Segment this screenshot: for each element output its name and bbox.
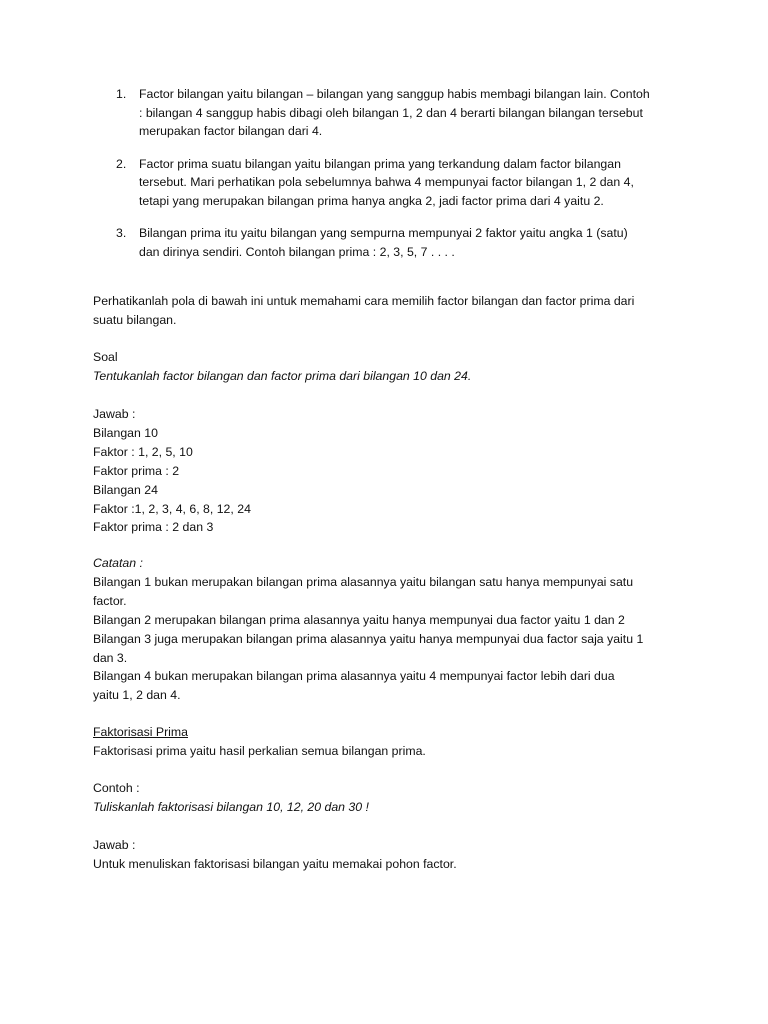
list-item-line: tetapi yang merupakan bilangan prima hanya angka 2, jadi factor prima dari 4 yaitu 2.: [139, 193, 604, 208]
catatan-line: Bilangan 4 bukan merupakan bilangan prima alasannya yaitu 4 mempunyai factor lebih dari dua: [93, 669, 615, 684]
contoh-heading: Contoh :: [93, 781, 140, 795]
list-number: 1.: [116, 87, 127, 101]
jawab-line: Faktor :1, 2, 3, 4, 6, 8, 12, 24: [93, 501, 251, 516]
jawab2-text: Untuk menuliskan faktorisasi bilangan yaitu memakai pohon factor.: [93, 856, 457, 871]
list-item: [0, 85, 679, 155]
jawab-line: Faktor prima : 2: [93, 463, 180, 478]
jawab-heading: Jawab :: [93, 407, 136, 421]
catatan-line: Bilangan 2 merupakan bilangan prima alasannya yaitu hanya mempunyai dua factor yaitu 1 dan 2: [93, 612, 625, 627]
faktorisasi-heading: Faktorisasi Prima: [93, 725, 188, 739]
list-item-line: tersebut. Mari perhatikan pola sebelumnya bahwa 4 mempunyai factor bilangan 1, 2 dan 4,: [139, 175, 634, 189]
contoh-section: [93, 779, 693, 817]
jawab2-section: [93, 836, 693, 874]
list-item-line: merupakan factor bilangan dari 4.: [139, 124, 323, 138]
catatan-line: Bilangan 3 juga merupakan bilangan prima alasannya yaitu hanya mempunyai dua factor saja yaitu 1: [93, 631, 644, 646]
list-item-line: : bilangan 4 sanggup habis dibagi oleh bilangan 1, 2 dan 4 berarti bilangan bilangan tersebut: [139, 105, 643, 120]
faktorisasi-section: [93, 723, 693, 761]
list-item-line: dan dirinya sendiri. Contoh bilangan prima : 2, 3, 5, 7 . . . .: [139, 244, 455, 259]
faktorisasi-definition: Faktorisasi prima yaitu hasil perkalian semua bilangan prima.: [93, 743, 426, 758]
intro-line: Perhatikanlah pola di bawah ini untuk memahami cara memilih factor bilangan dan factor prima dari: [93, 294, 635, 308]
jawab-line: Faktor : 1, 2, 5, 10: [93, 444, 193, 459]
catatan-line: dan 3.: [93, 650, 128, 665]
list-item-line: Factor bilangan yaitu bilangan – bilangan yang sanggup habis membagi bilangan lain. Contoh: [139, 87, 650, 101]
intro-line: suatu bilangan.: [93, 312, 177, 327]
jawab-line: Bilangan 10: [93, 425, 158, 440]
list-item: [0, 155, 679, 225]
jawab-section: [93, 405, 693, 537]
catatan-line: Bilangan 1 bukan merupakan bilangan prima alasannya yaitu bilangan satu hanya mempunyai satu: [93, 574, 634, 589]
catatan-heading: Catatan :: [93, 556, 143, 570]
catatan-line: factor.: [93, 593, 127, 608]
list-item: [0, 224, 679, 275]
list-number: 3.: [116, 226, 127, 240]
contoh-question: Tuliskanlah faktorisasi bilangan 10, 12, 20 dan 30 !: [93, 799, 369, 814]
soal-heading: Soal: [93, 350, 118, 364]
catatan-line: yaitu 1, 2 dan 4.: [93, 688, 181, 703]
list-item-line: Factor prima suatu bilangan yaitu bilangan prima yang terkandung dalam factor bilangan: [139, 156, 621, 171]
soal-question: Tentukanlah factor bilangan dan factor prima dari bilangan 10 dan 24.: [93, 368, 472, 383]
numbered-list: [0, 85, 768, 275]
soal-section: [93, 348, 693, 386]
jawab-line: Faktor prima : 2 dan 3: [93, 520, 214, 535]
list-item-line: Bilangan prima itu yaitu bilangan yang sempurna mempunyai 2 faktor yaitu angka 1 (satu): [139, 226, 628, 240]
intro-paragraph: [93, 292, 693, 330]
catatan-section: [93, 554, 693, 705]
list-number: 2.: [116, 156, 127, 171]
jawab-line: Bilangan 24: [93, 482, 158, 497]
jawab2-heading: Jawab :: [93, 838, 136, 852]
